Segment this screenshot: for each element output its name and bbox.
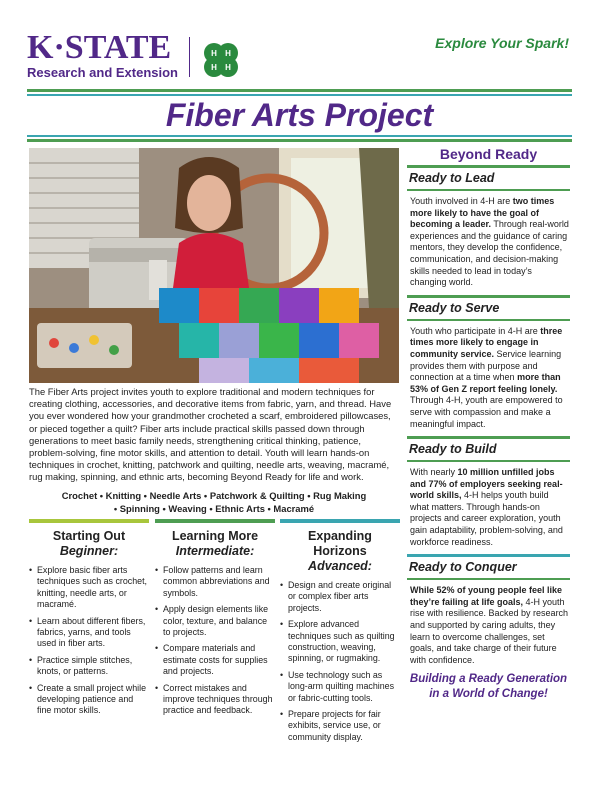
svg-text:H: H [225, 63, 231, 72]
section-body-conquer: While 52% of young people feel like they’re failing at life goals, 4-H youth rise with resilience. Backed by research and supported by caring adults, they learn to overcome challenges, set goals, and take charge of their future with confidence. [410, 585, 569, 665]
section-separator [407, 554, 570, 557]
photo-youth-sewing-quilt [29, 148, 399, 383]
column-expanding-horizons [280, 519, 400, 748]
section-separator [407, 436, 570, 439]
column-title: Expanding Horizons [308, 529, 372, 558]
keywords-line-1: Crochet • Knitting • Needle Arts • Patchwork & Quilting • Rug Making [61, 490, 367, 501]
4h-clover-icon [199, 38, 243, 82]
rule-teal-bottom [27, 135, 572, 137]
column-level: Beginner: [59, 544, 119, 558]
kstate-logo [27, 29, 178, 80]
section-rule [407, 460, 570, 462]
keywords-list [29, 489, 399, 515]
keywords-line-2: • Spinning • Weaving • Ethnic Arts • Macramé [113, 503, 315, 514]
column-list [155, 565, 275, 717]
section-body-build: With nearly 10 million unfilled jobs and 77% of employers seeking real-world skills, 4-H helps youth build what matters. Through hands-on projects and career exploration, youth gain adaptability, problem-solving, and workforce readiness. [410, 467, 563, 547]
list-item: • Apply design elements like color, texture, and balance to projects. [155, 604, 275, 638]
column-list [280, 580, 400, 743]
section-title-build: Ready to Build [409, 442, 497, 457]
logo-divider [189, 37, 190, 77]
section-title-serve: Ready to Serve [409, 300, 500, 315]
column-bar [29, 519, 149, 523]
list-item: • Use technology such as long-arm quilting machines or fabric-cutting tools. [280, 670, 400, 704]
list-item: • Explore basic fiber arts techniques such as crochet, knitting, needle arts, or macramé. [29, 565, 149, 611]
rule-teal-top [27, 94, 572, 96]
sidebar-heading: Beyond Ready [439, 146, 538, 162]
logo-sub: Research and Extension [27, 65, 178, 80]
list-item: • Learn about different fibers, fabrics, yarns, and tools used in fiber arts. [29, 616, 149, 650]
column-starting-out [29, 519, 149, 722]
list-item: • Follow patterns and learn common abbreviations and symbols. [155, 565, 275, 599]
list-item: • Prepare projects for fair exhibits, service use, or community display. [280, 709, 400, 743]
column-learning-more [155, 519, 275, 722]
svg-text:H: H [211, 63, 217, 72]
list-item: • Create a small project while developing patience and fine motor skills. [29, 683, 149, 717]
section-title-lead: Ready to Lead [409, 171, 495, 185]
section-body-lead: Youth involved in 4-H are two times more likely to have the goal of becoming a leader. Through real-world experiences and the guidance of caring mentors, they develop the confidence, communication, and decision-making skills needed to lead in today’s changing world. [410, 196, 569, 288]
section-rule [407, 319, 570, 321]
column-title: Learning More [171, 529, 259, 543]
list-item: • Correct mistakes and improve techniques through practice and feedback. [155, 683, 275, 717]
list-item: • Compare materials and estimate costs for supplies and projects. [155, 643, 275, 677]
rule-green-top [27, 89, 572, 92]
column-level: Advanced: [308, 559, 372, 573]
column-bar [280, 519, 400, 523]
page-title: Fiber Arts Project [165, 97, 434, 133]
svg-text:H: H [225, 49, 231, 58]
intro-paragraph: The Fiber Arts project invites youth to explore traditional and modern techniques for creating clothing, accessories, and decorative items from fabric, yarn, and thread. Have you ever wondered how your grandmother crocheted a scarf, embroidered pillowcases, or pieced together a quilt? Fiber arts include practical skills passed down through generations to meet basic family needs, strengthening critical thinking, patience, problem-solving, fine motor skills, and attention to detail. Youth will learn hands-on techniques in crochet, knitting, patchwork and quilting, needle arts, weaving, macramé, rug making, spinning, and ethnic arts, becoming Beyond Ready for life and work. [29, 386, 392, 483]
svg-text:H: H [211, 49, 217, 58]
list-item: • Practice simple stitches, knots, or patterns. [29, 655, 149, 678]
section-rule [407, 189, 570, 191]
logo-main: K·STATE [27, 29, 172, 66]
column-level: Intermediate: [175, 544, 255, 558]
section-title-conquer: Ready to Conquer [409, 560, 517, 575]
column-bar [155, 519, 275, 523]
column-list [29, 565, 149, 717]
section-rule [407, 578, 570, 580]
sidebar-rule [407, 165, 570, 168]
rule-green-bottom [27, 139, 572, 142]
column-title: Starting Out [52, 529, 126, 543]
tagline: Explore Your Spark! [435, 35, 569, 51]
beyond-ready-sidebar [407, 146, 570, 702]
closing-slogan: Building a Ready Generation in a World of Change! [409, 673, 568, 701]
section-separator [407, 295, 570, 298]
list-item: • Explore advanced techniques such as quilting construction, weaving, spinning, or rugmaking. [280, 619, 400, 665]
list-item: • Design and create original or complex fiber arts projects. [280, 580, 400, 614]
section-body-serve: Youth who participate in 4-H are three times more likely to engage in community service. Service learning provides them with purpose and connection at a time when more than 53% of Gen Z report feeling lonely. Through 4-H, youth are empowered to serve with compassion and make a meaningful impact. [410, 325, 563, 429]
